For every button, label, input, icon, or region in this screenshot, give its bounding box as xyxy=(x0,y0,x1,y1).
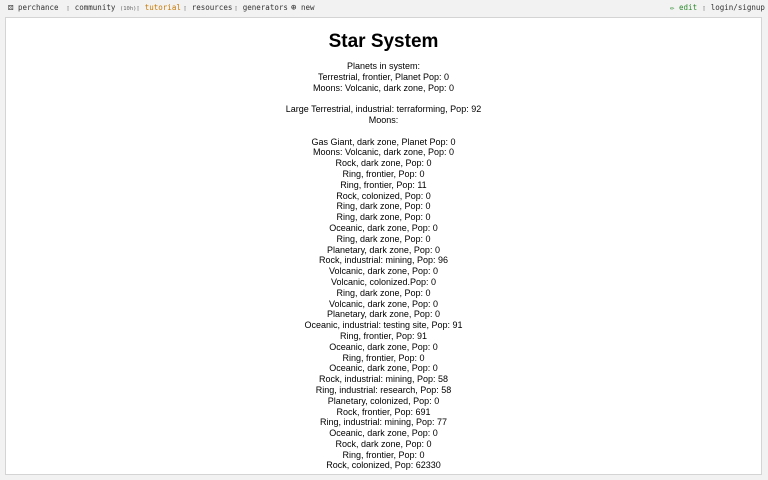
user-icon: ▯ xyxy=(702,4,707,12)
output-line: Ring, dark zone, Pop: 0 xyxy=(336,287,431,298)
edit-button[interactable] xyxy=(670,3,697,13)
output-line: Ring, frontier, Pop: 0 xyxy=(342,449,425,460)
output-line: Volcanic, dark zone, Pop: 0 xyxy=(328,266,439,277)
output-line: Ring, frontier, Pop: 0 xyxy=(342,168,425,179)
output-line: Oceanic, dark zone, Pop: 0 xyxy=(329,428,438,439)
nav-generators-label: generators xyxy=(242,3,288,12)
plus-circle-icon: ⊕ xyxy=(291,3,297,13)
output-line: Moons: Volcanic, dark zone, Pop: 0 xyxy=(312,82,455,93)
dice-icon: ⚄ xyxy=(8,3,14,13)
output-line: Rock, dark zone, Pop: 0 xyxy=(335,438,432,449)
list-icon: ▯ xyxy=(234,4,239,12)
nav-generators-link[interactable] xyxy=(234,3,288,13)
edit-label: edit xyxy=(679,3,698,12)
output-line: Oceanic, industrial: testing site, Pop: 91 xyxy=(304,320,463,331)
chat-icon: ▯ xyxy=(66,4,71,12)
login-signup-link[interactable] xyxy=(702,3,765,13)
output-line: Ring, frontier, Pop: 91 xyxy=(339,330,428,341)
login-label: login/signup xyxy=(710,3,765,12)
nav-resources-label: resources xyxy=(191,3,233,12)
nav-home-label: perchance xyxy=(17,3,59,12)
output-line: Ring, dark zone, Pop: 0 xyxy=(336,212,431,223)
output-line: Ring, industrial: research, Pop: 58 xyxy=(315,384,452,395)
output-line xyxy=(6,93,761,104)
output-line: Oceanic, dark zone, Pop: 0 xyxy=(329,363,438,374)
output-line: Rock, frontier, Pop: 691 xyxy=(336,406,431,417)
output-line: Volcanic, colonized.Pop: 0 xyxy=(330,276,437,287)
output-line: Planetary, dark zone, Pop: 0 xyxy=(327,309,440,320)
output-line: Oceanic, dark zone, Pop: 0 xyxy=(329,222,438,233)
book-icon: ▯ xyxy=(136,4,141,12)
nav-tutorial-label: tutorial xyxy=(144,3,181,12)
nav-home-link[interactable] xyxy=(8,3,59,13)
output-line: Rock, industrial: mining, Pop: 58 xyxy=(318,374,449,385)
community-count-badge: (10h) xyxy=(119,6,137,12)
output-line: Moons: xyxy=(368,114,399,125)
output-line: Ring, frontier, Pop: 0 xyxy=(342,352,425,363)
output-line: Ring, industrial: mining, Pop: 77 xyxy=(319,417,448,428)
output-line: Rock, dark zone, Pop: 0 xyxy=(335,158,432,169)
output-line: Large Terrestrial, industrial: terraforming, Pop: 92 xyxy=(285,104,482,115)
output-line: Ring, dark zone, Pop: 0 xyxy=(336,201,431,212)
output-line xyxy=(6,126,761,137)
output-line: Rock, colonized, Pop: 0 xyxy=(336,190,431,201)
output-line: Rock, colonized, Pop: 62330 xyxy=(326,460,441,471)
output-line: Planets in system: xyxy=(346,61,421,71)
nav-tutorial-link[interactable] xyxy=(136,3,181,13)
output-line: Volcanic, dark zone, Pop: 0 xyxy=(328,298,439,309)
output-line: Gas Giant, dark zone, Planet Pop: 0 xyxy=(311,136,456,147)
output-line: Oceanic, dark zone, Pop: 0 xyxy=(329,341,438,352)
folder-icon: ▯ xyxy=(183,4,188,12)
output-line: Terrestrial, frontier, Planet Pop: 0 xyxy=(317,71,450,82)
output-line: Planetary, colonized, Pop: 0 xyxy=(327,395,440,406)
pencil-icon: ✏ xyxy=(670,3,675,12)
generator-output-panel xyxy=(5,17,762,475)
nav-community-label: community xyxy=(74,3,116,12)
star-system-output xyxy=(6,61,761,471)
nav-resources-link[interactable] xyxy=(183,3,232,13)
nav-new-link[interactable] xyxy=(291,3,314,13)
output-line: Rock, industrial: mining, Pop: 96 xyxy=(318,255,449,266)
nav-community-link[interactable] xyxy=(66,3,136,14)
output-line: Planetary, dark zone, Pop: 0 xyxy=(327,244,440,255)
output-line: Ring, dark zone, Pop: 0 xyxy=(336,233,431,244)
nav-new-label: new xyxy=(300,3,315,12)
output-line: Ring, frontier, Pop: 11 xyxy=(340,179,427,190)
top-navigation-bar xyxy=(0,0,768,16)
output-line: Moons: Volcanic, dark zone, Pop: 0 xyxy=(312,147,455,158)
page-title: Star System xyxy=(328,31,439,52)
